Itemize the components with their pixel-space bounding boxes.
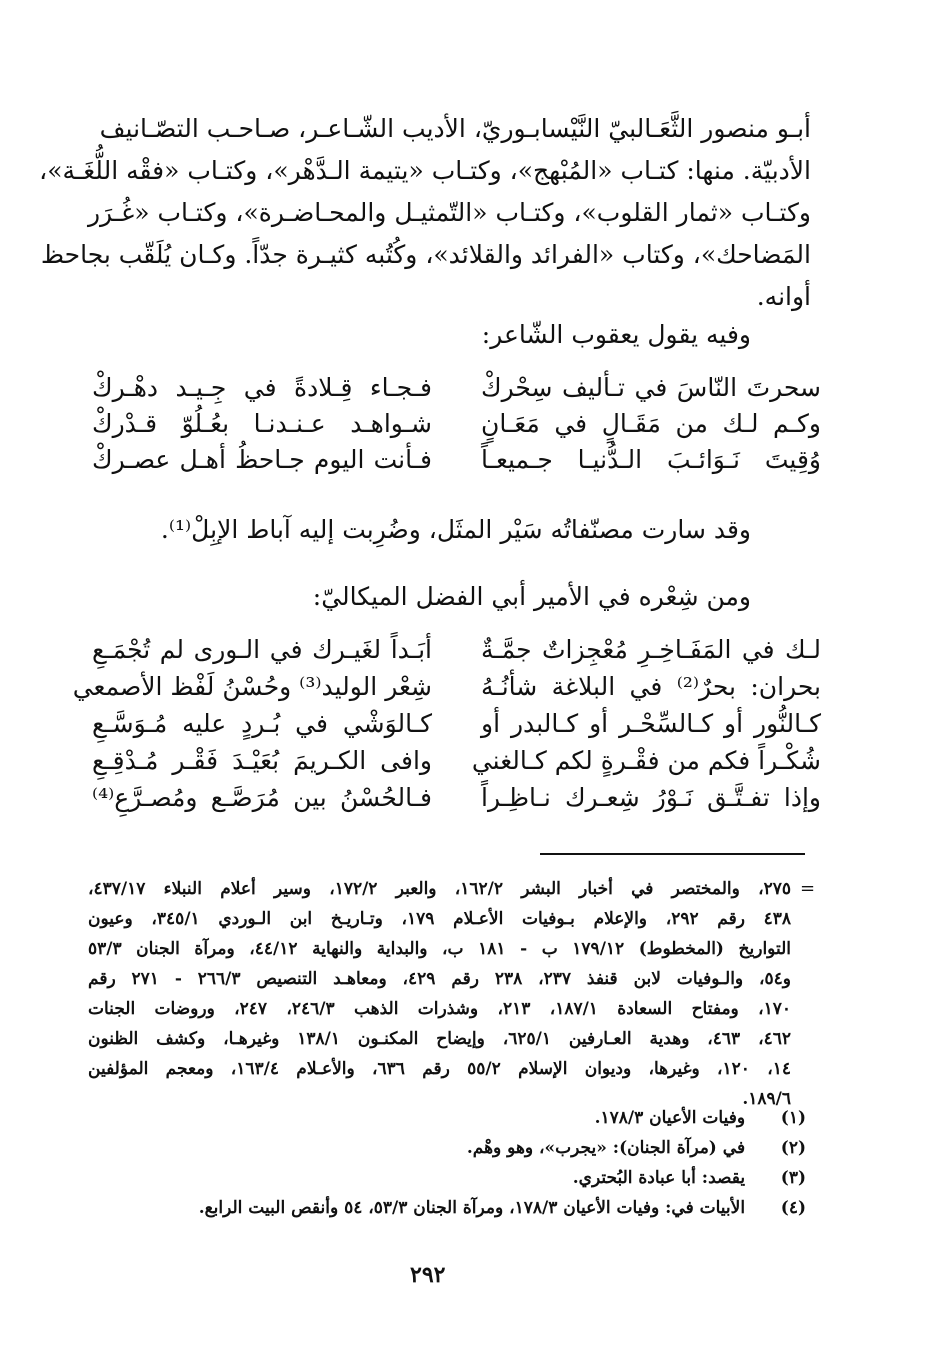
poet1-intro: وفيه يقول يعقوب الشّاعر: bbox=[481, 320, 751, 349]
verse-line bbox=[92, 406, 821, 442]
footnote-continuation bbox=[88, 874, 791, 1114]
verse-first-hemistich: وُقِيتَ نَـوَائـبَ الـدُّنيـا جـميعـاً bbox=[481, 445, 821, 474]
footnote-text: الأبيات في: وفيات الأعيان ١٧٨/٣، ومرآة الجنان ٥٣/٣، ٥٤ وأنقص البيت الرابع. bbox=[198, 1198, 746, 1218]
verse-line bbox=[92, 743, 821, 780]
verse-first-hemistich: شُكْـراً فكم من فقْـرةٍ لكم كـالغني bbox=[471, 746, 821, 775]
footnote-3 bbox=[573, 1168, 806, 1188]
footnote-text: في (مرآة الجنان): «يجرب»، وهو وهْم. bbox=[466, 1138, 746, 1158]
footnote-continuation-mark: = bbox=[800, 878, 816, 899]
poet2-intro: ومن شِعْره في الأمير أبي الفضل الميكاليّ: bbox=[312, 582, 751, 611]
verse-line bbox=[92, 442, 821, 478]
footnote-divider bbox=[540, 853, 805, 855]
intro-line: أبـو منصور الثَّعَـالبيّ النَّيْسابـوريّ، الأديب الشّـاعـر، صـاحـب التصّـانيف bbox=[99, 114, 811, 143]
footnote-number: (٤) bbox=[780, 1198, 806, 1218]
footnote-number: (٢) bbox=[780, 1138, 806, 1158]
footnote-4 bbox=[199, 1198, 806, 1218]
footnote-line: ١٧٠، ومفتاح السعادة ١٨٧/١، ٢١٣، وشذرات الذهب ٢٤٦/٣، ٢٤٧، وروضات الجنات bbox=[88, 999, 792, 1019]
footnote-line: ٤٦٢، ٤٦٣، وهدية العـارفين ٦٢٥/١، وإيضاح المكنـون ١٣٨/١ وغيرهـا، وكشف الظنون bbox=[88, 1029, 791, 1049]
verse-first-hemistich: كـالنُّور أو كـالسِّحْـر أو كـالبدر أو bbox=[481, 709, 821, 738]
verse-first-hemistich: لـك في المَفَـاخِـرِ مُعْجِزاتٌ جمَّـةٌ bbox=[481, 635, 821, 664]
intro-line: الأدبيّة. منها: كتـاب «المُبْهج»، وكتـاب «يتيمة الـدَّهْر»، وكتـاب «فقْه اللُّغَـة»، bbox=[39, 156, 811, 185]
intro-line: المَضاحك»، وكتاب «الفرائد والقلائد»، وكُتُبه كثيـرة جدّاً. وكـان يُلَقّب بجاحظ bbox=[40, 240, 811, 269]
footnote-1 bbox=[595, 1108, 806, 1128]
verse-second-hemistich: فـجـاء قِـلادةً في جِـيـد دهْـركْ bbox=[92, 373, 432, 402]
footnote-2 bbox=[467, 1138, 806, 1158]
verse-second-hemistich: فـالحُسْنُ بين مُرَصَّـع ومُصـرَّعِ⁽⁴⁾ bbox=[92, 783, 432, 812]
footnote-text: وفيات الأعيان ١٧٨/٣. bbox=[594, 1108, 746, 1128]
verse-second-hemistich: فـأنت اليوم جـاحظُ أهـل عصـركْ bbox=[92, 445, 432, 474]
footnote-text: يقصد: أبا عبادة البُحتري. bbox=[572, 1168, 746, 1188]
verse-second-hemistich: شـواهـد عـنـدنـا بعُـلُوّ قـدْركْ bbox=[92, 409, 432, 438]
verse-second-hemistich: أبَـداً لغَيـرك في الـورى لم تُجْمَـعِ bbox=[92, 635, 432, 664]
poem-2 bbox=[72, 632, 821, 817]
verse-line bbox=[92, 780, 821, 817]
verse-first-hemistich: سحرتَ النّاسَ في تـأليف سِحْركْ bbox=[481, 373, 821, 402]
verse-second-hemistich: شِعْر الوليد⁽³⁾ وحُسْنُ لَفْظ الأصمعي bbox=[72, 672, 432, 701]
poem-1 bbox=[92, 370, 821, 478]
saying-line: وقد سارت مصنّفاتُه سَيْر المثَل، وضُرِبت إليه آباط الإبِلْ⁽¹⁾. bbox=[160, 515, 751, 544]
verse-line bbox=[92, 706, 821, 743]
footnote-number: (١) bbox=[780, 1108, 806, 1128]
verse-second-hemistich: كـالوَشْي في بُـردٍ عليه مُـوَسَّـعِ bbox=[92, 709, 432, 738]
intro-paragraph bbox=[39, 108, 811, 318]
footnote-line: ٤٣٨ رقم ٢٩٢، والإعلام بـوفيات الأعـلام ١٧٩، وتـاريـخ ابن الـوردي ٣٤٥/١، وعيون bbox=[88, 909, 792, 929]
verse-line bbox=[92, 370, 821, 406]
footnote-line: و٥٤، والـوفيات لابن قنفذ ٢٣٧، ٢٣٨ رقم ٤٢٩، ومعاهـد التنصيص ٢٦٦/٣ - ٢٧١ رقم bbox=[88, 969, 791, 989]
footnote-line: التواريخ (المخطوط) ١٧٩/١٢ ب - ١٨١ ب، والبداية والنهاية ٤٤/١٢، ومرآة الجنان ٥٣/٣ bbox=[88, 939, 791, 959]
verse-first-hemistich: وإذا تفـتَّـق نَـوْرُ شِعـرك نـاظِـراً bbox=[481, 783, 821, 812]
verse-line bbox=[72, 669, 821, 706]
verse-second-hemistich: وافى الكـريمَ بُعَيْـدَ فَقْـر مُـدْقِـعِ bbox=[92, 746, 432, 775]
footnote-number: (٣) bbox=[780, 1168, 806, 1188]
footnote-line: ١٤، ١٢٠، وغيرها، وديوان الإسلام ٥٥/٢ رقم ٦٣٦، والأعـلام ١٦٣/٤، ومعجم المؤلفين bbox=[88, 1059, 792, 1079]
verse-first-hemistich: وكـم لـك من مَقَـالٍ في مَعَـانٍ bbox=[481, 409, 821, 438]
verse-first-hemistich: بحران: بحرٌ⁽²⁾ في البلاغة شأنُـهُ bbox=[481, 672, 821, 701]
intro-line: أوانه. bbox=[756, 282, 811, 311]
intro-line: وكتـاب «ثمار القلوب»، وكتـاب «التّمثيـل والمحـاضـرة»، وكتـاب «غُـرَر bbox=[87, 198, 811, 227]
footnote-line: ٢٧٥، والمختصر في أخبار البشر ١٦٢/٢، والعبر ١٧٢/٢، وسير أعلام النبلاء ٤٣٧/١٧، bbox=[88, 879, 791, 899]
verse-line bbox=[92, 632, 821, 669]
page-number: ٢٩٢ bbox=[410, 1262, 446, 1288]
footnote-line: ١٨٩/٦. bbox=[742, 1089, 791, 1109]
